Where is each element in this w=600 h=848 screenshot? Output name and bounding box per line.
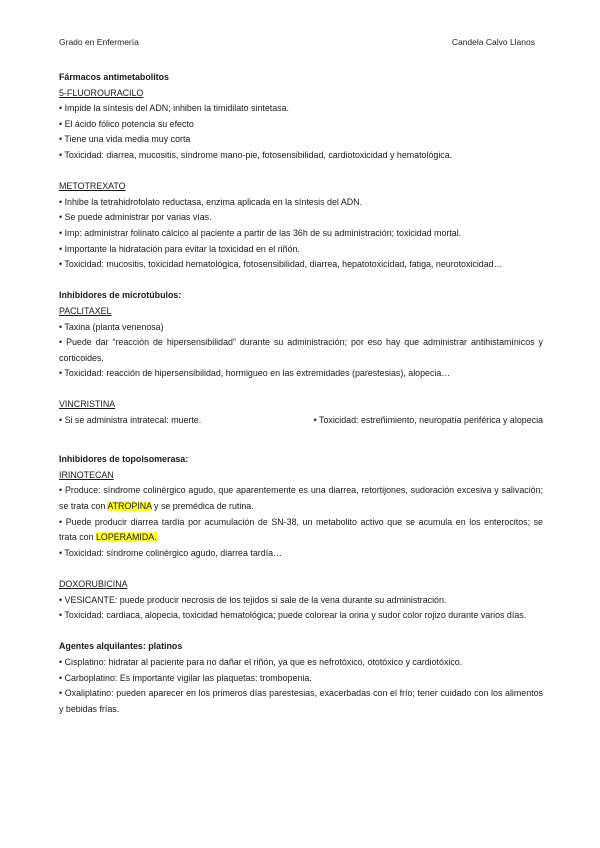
header-author: Candela Calvo Llanos — [451, 37, 535, 47]
list-item: • Carboplatino: Es importante vigilar las plaquetas: trombopenia. — [59, 672, 312, 683]
spacer — [59, 429, 543, 445]
list-item: • Toxicidad: mucositis, toxicidad hematológica, fotosensibilidad, diarrea, hepatotoxicidad, fatiga, neurotoxicidad… — [59, 259, 503, 270]
drug-name-vincristina: VINCRISTINA — [59, 399, 116, 410]
list-item: • Puede dar “reacción de hipersensibilidad” durante su administración; por eso hay que administrar antihistamínicos y corticoides. — [59, 337, 543, 363]
spacer — [59, 444, 543, 452]
list-item: • Toxicidad: cardiaca, alopecia, toxicidad hematológica; puede colorear la orina y sudor color rojizo durante varios días. — [59, 610, 527, 621]
list-item: • Toxicidad: síndrome colinérgico agudo, diarrea tardía… — [59, 547, 282, 558]
highlighted-drug-loperamida: LOPERAMIDA. — [96, 532, 157, 543]
highlighted-drug-atropina: ATROPINA — [107, 501, 152, 512]
section-title-microtubulos: Inhibidores de microtúbulos: — [59, 290, 182, 301]
list-item — [59, 483, 543, 514]
drug-name-irinotecan: IRINOTECAN — [59, 469, 114, 480]
list-item: • El ácido fólico potencia su efecto — [59, 118, 194, 129]
item-text: • Puede producir diarrea tardía por acumulación de SN-38, un metabolito activo que se acumula en los enterocitos; se trata con — [59, 516, 543, 543]
spacer — [59, 561, 543, 577]
list-item: • Importante la hidratación para evitar la toxicidad en el riñón. — [59, 243, 300, 254]
section-title-antimetabolitos: Fármacos antimetabolitos — [59, 72, 169, 82]
section-title-alquilantes: Agentes alquilantes: platinos — [59, 641, 183, 652]
spacer — [59, 624, 543, 640]
item-text: • Produce: síndrome colinérgico agudo, que aparentemente es una diarrea, retortijones, sudoración excesiva y salivación; se trata con — [59, 485, 543, 512]
list-item: • Inhibe la tetrahidrofolato reductasa, enzima aplicada en la síntesis del ADN. — [59, 196, 363, 207]
header-course: Grado en Enfermería — [59, 37, 139, 47]
section-title-topoisomerasa: Inhibidores de topoisomerasa: — [59, 454, 189, 465]
list-item: • Toxicidad: estreñimiento, neuropatía periférica y alopecia — [313, 415, 543, 426]
list-item: • Taxina (planta venenosa) — [59, 321, 164, 332]
spacer — [59, 164, 543, 180]
list-item: • Impide la síntesis del ADN; inhiben la timidilato sintetasa. — [59, 103, 290, 114]
vincristina-row — [59, 413, 543, 429]
list-item: • Se puede administrar por varias vías. — [59, 212, 212, 223]
drug-name-doxorubicina: DOXORUBICINA — [59, 579, 128, 589]
list-item: • Si se administra intratecal: muerte. — [59, 415, 202, 426]
drug-name-metotrexato: METOTREXATO — [59, 181, 126, 192]
list-item: • Tiene una vida media muy corta — [59, 134, 191, 145]
list-item: • Cisplatino: hidratar al paciente para no dañar el riñón, ya que es nefrotóxico, ototóxico y cardiotóxico. — [59, 656, 463, 667]
item-text: y se premédica de rutina. — [151, 501, 254, 512]
list-item: • Toxicidad: diarrea, mucositis, síndrome mano-pie, fotosensibilidad, cardiotoxicidad y hematológica. — [59, 149, 453, 160]
list-item: • Toxicidad: reacción de hipersensibilidad, hormigueo en las extremidades (parestesias), alopecia… — [59, 368, 451, 379]
drug-name-paclitaxel: PACLITAXEL — [59, 305, 112, 316]
list-item: • VESICANTE: puede producir necrosis de los tejidos si sale de la vena durante su administración. — [59, 594, 447, 605]
spacer — [59, 382, 543, 398]
list-item: • Imp: administrar folinato cálcico al paciente a partir de las 36h de su administración; toxicidad mortal. — [59, 227, 462, 238]
list-item — [59, 515, 543, 546]
document-body — [59, 70, 543, 717]
list-item: • Oxaliplatino: pueden aparecer en los primeros días parestesias, exacerbadas con el frío; tener cuidado con los alimentos y bebidas frías. — [59, 688, 543, 714]
drug-name-5-fluorouracilo: 5-FLUOROURACILO — [59, 87, 144, 98]
spacer — [59, 273, 543, 289]
